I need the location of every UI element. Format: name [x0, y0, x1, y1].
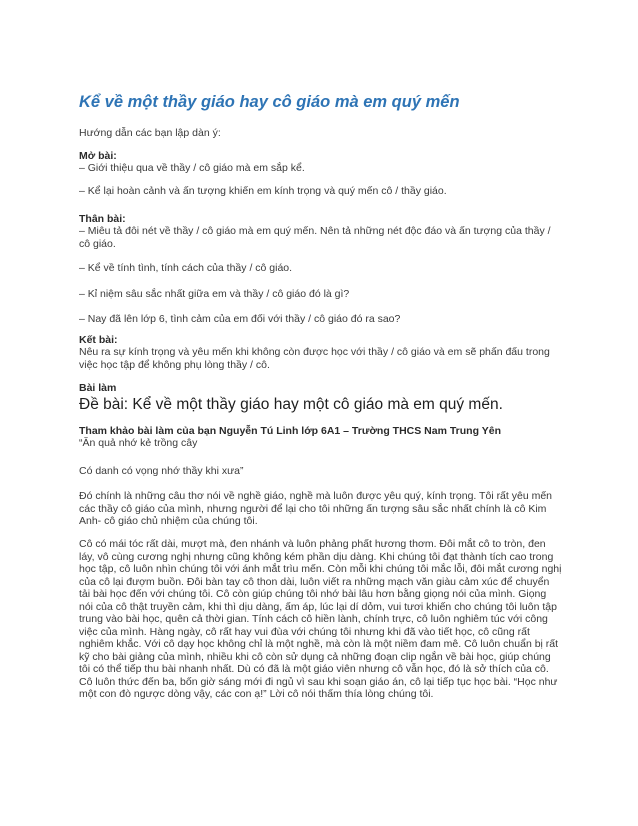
than-bai-line: – Kỉ niệm sâu sắc nhất giữa em và thầy / cô giáo đó là gì? [79, 288, 350, 300]
ket-bai-heading: Kết bài: [79, 334, 118, 346]
quote-line: Có danh có vọng nhớ thầy khi xưa” [79, 465, 244, 477]
bai-lam-label: Bài làm [79, 382, 117, 394]
ket-bai-text: Nêu ra sự kính trọng và yêu mến khi không còn được học với thầy / cô giáo và em sẽ phấn đấu trong việc học tập để không phụ lòng thầy / cô. [79, 346, 550, 371]
de-bai-heading: Đề bài: Kể về một thầy giáo hay một cô giáo mà em quý mến. [79, 396, 503, 413]
mo-bai-line: – Giới thiệu qua về thầy / cô giáo mà em sắp kể. [79, 162, 305, 174]
quote-line: “Ăn quả nhớ kẻ trồng cây [79, 437, 198, 449]
document-title: Kể về một thầy giáo hay cô giáo mà em quý mến [79, 93, 460, 111]
than-bai-heading: Thân bài: [79, 213, 126, 225]
paragraph-1: Đó chính là những câu thơ nói về nghề giáo, nghề mà luôn được yêu quý, kính trọng. Tôi rất yêu mến các thầy cô giáo của mình, nhưng người để lại cho tôi những ấn tượng sâu sắc nhất chính là cô Kim Anh- cô giáo chủ nhiệm của chúng tôi. [79, 490, 553, 527]
tham-khao-heading: Tham khảo bài làm của bạn Nguyễn Tú Linh lớp 6A1 – Trường THCS Nam Trung Yên [79, 425, 501, 437]
intro-text: Hướng dẫn các bạn lập dàn ý: [79, 127, 221, 139]
than-bai-line: – Miêu tả đôi nét về thầy / cô giáo mà em quý mến. Nên tả những nét độc đáo và ấn tượng của thầy / cô giáo. [79, 225, 551, 250]
than-bai-line: – Nay đã lên lớp 6, tình cảm của em đối với thầy / cô giáo đó ra sao? [79, 313, 401, 325]
than-bai-line: – Kể về tính tình, tính cách của thầy / cô giáo. [79, 262, 293, 274]
mo-bai-line: – Kể lại hoàn cảnh và ấn tượng khiến em kính trọng và quý mến cô / thầy giáo. [79, 185, 447, 197]
mo-bai-heading: Mở bài: [79, 150, 117, 162]
paragraph-2: Cô có mái tóc rất dài, mượt mà, đen nhánh và luôn phảng phất hương thơm. Đôi mắt cô to tròn, đen láy, vô cùng cương nghị nhưng cũng không kém phần dịu dàng. Khi chúng tôi đạt thành tích cao trong học tập, cô luôn nhìn chúng tôi với ánh mắt trìu mến. Còn mỗi khi chúng tôi mắc lỗi, đôi mắt cương nghị của cô lại đượm buồn. Đôi bàn tay cô thon dài, luôn viết ra những mạch văn giàu cảm xúc để chuyển tải bài học đến với chúng tôi. Cô còn giúp chúng tôi nhớ bài lâu hơn bằng giọng nói của mình. Giọng nói của cô thật truyền cảm, khi thì dịu dàng, ấm áp, lúc lại dí dỏm, vui tươi khiến cho chúng tôi luôn tập trung vào bài học, quên cả thời gian. Tính cách cô hiền lành, chính trực, cô luôn nghiêm túc với công việc của mình. Hàng ngày, cô rất hay vui đùa với chúng tôi nhưng khi đã vào tiết học, cô cũng rất nghiêm khắc. Với cô dạy học không chỉ là một nghề, mà còn là một niềm đam mê. Cô luôn chuẩn bị rất kỹ cho bài giảng của mình, nhiều khi cô còn sử dụng cả những đoạn clip ngắn về bài học, giúp chúng tôi có thể tiếp thu bài nhanh nhất. Dù có đã là một giáo viên nhưng cô vẫn học, đó là sở thích của cô. Cô luôn thức đến ba, bốn giờ sáng mới đi ngủ vì sau khi soạn giáo án, cô lại tiếp tục học bài. “Học như một con đò ngược dòng vậy, các con ạ!” Lời cô nói thấm thía lòng chúng tôi. [79, 538, 562, 700]
